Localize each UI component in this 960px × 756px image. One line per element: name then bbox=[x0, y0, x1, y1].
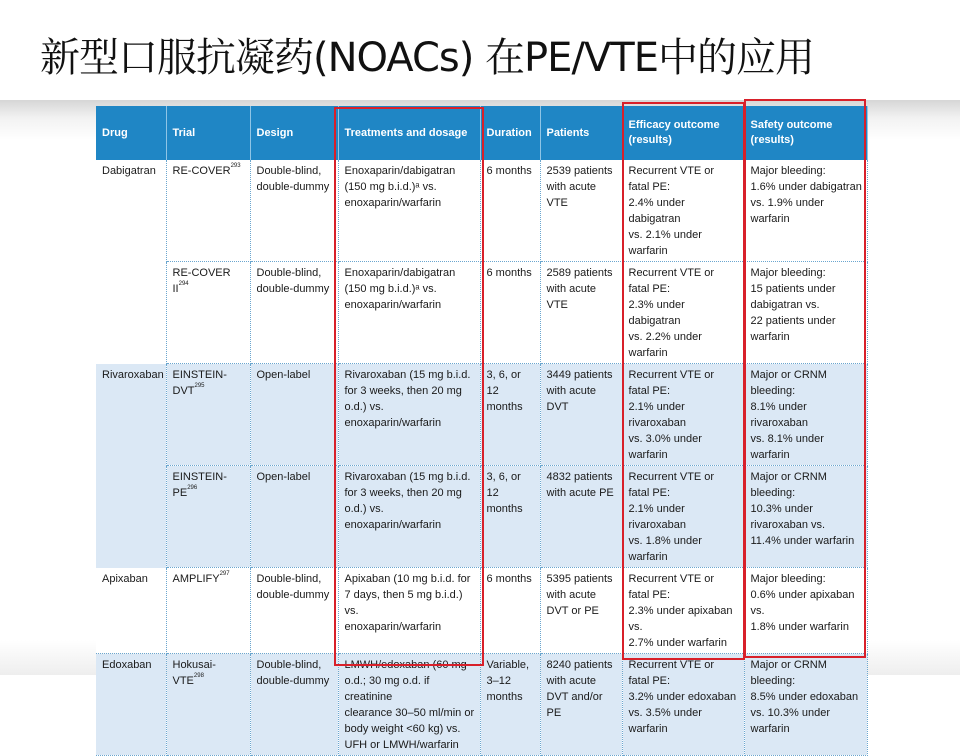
slide-title: 新型口服抗凝药(NOACs) 在PE/VTE中的应用 bbox=[40, 35, 814, 81]
duration-cell: 3, 6, or 12 months bbox=[480, 466, 540, 568]
design-cell: Double-blind, double-dummy bbox=[250, 654, 338, 756]
duration-cell: 3, 6, or 12 months bbox=[480, 364, 540, 466]
drug-cell: Apixaban bbox=[96, 568, 166, 654]
treatment-cell: Enoxaparin/dabigatran (150 mg b.i.d.)ᵃ vs. enoxaparin/warfarin bbox=[338, 262, 480, 364]
safety-cell: Major bleeding: 0.6% under apixaban vs. 1.8% under warfarin bbox=[744, 568, 867, 654]
safety-highlight-box bbox=[744, 99, 866, 658]
duration-cell: 6 months bbox=[480, 262, 540, 364]
header-efficacy: Efficacy outcome (results) bbox=[622, 106, 744, 160]
efficacy-cell: Recurrent VTE or fatal PE: 2.1% under rivaroxaban vs. 1.8% under warfarin bbox=[622, 466, 744, 568]
trial-reference: 294 bbox=[178, 281, 189, 287]
patients-cell: 5395 patients with acute DVT or PE bbox=[540, 568, 622, 654]
trial-name: RE-COVER II bbox=[172, 267, 231, 295]
patients-cell: 3449 patients with acute DVT bbox=[540, 364, 622, 466]
trial-name: AMPLIFY bbox=[172, 573, 220, 585]
treatment-cell: Rivaroxaban (15 mg b.i.d. for 3 weeks, then 20 mg o.d.) vs. enoxaparin/warfarin bbox=[338, 364, 480, 466]
trial-name: Hokusai-VTE bbox=[172, 659, 216, 687]
trial-reference: 296 bbox=[187, 485, 198, 491]
treatment-cell: LMWH/edoxaban (60 mg o.d.; 30 mg o.d. if creatinine clearance 30–50 ml/min or body weight <60 kg) vs. UFH or LMWH/warfarin bbox=[338, 654, 480, 756]
drug-cell: Rivaroxaban bbox=[96, 364, 166, 466]
table-row bbox=[96, 654, 867, 756]
header-safety: Safety outcome (results) bbox=[744, 106, 867, 160]
safety-cell: Major or CRNM bleeding: 8.5% under edoxaban vs. 10.3% under warfarin bbox=[744, 654, 867, 756]
trial-name: EINSTEIN- DVT bbox=[172, 369, 227, 397]
header-duration: Duration bbox=[480, 106, 540, 160]
drug-cell bbox=[96, 262, 166, 364]
drug-cell: Edoxaban bbox=[96, 654, 166, 756]
patients-cell: 8240 patients with acute DVT and/or PE bbox=[540, 654, 622, 756]
header-design: Design bbox=[250, 106, 338, 160]
header-patients: Patients bbox=[540, 106, 622, 160]
design-cell: Double-blind, double-dummy bbox=[250, 568, 338, 654]
trial-cell bbox=[166, 466, 250, 568]
trial-cell bbox=[166, 364, 250, 466]
efficacy-cell: Recurrent VTE or fatal PE: 2.3% under apixaban vs. 2.7% under warfarin bbox=[622, 568, 744, 654]
efficacy-cell: Recurrent VTE or fatal PE: 2.3% under dabigatran vs. 2.2% under warfarin bbox=[622, 262, 744, 364]
treatment-cell: Rivaroxaban (15 mg b.i.d. for 3 weeks, then 20 mg o.d.) vs. enoxaparin/warfarin bbox=[338, 466, 480, 568]
trial-cell bbox=[166, 654, 250, 756]
efficacy-cell: Recurrent VTE or fatal PE: 3.2% under edoxaban vs. 3.5% under warfarin bbox=[622, 654, 744, 756]
duration-cell: 6 months bbox=[480, 160, 540, 262]
drug-cell bbox=[96, 466, 166, 568]
safety-cell: Major bleeding: 15 patients under dabigatran vs. 22 patients under warfarin bbox=[744, 262, 867, 364]
trial-reference: 298 bbox=[193, 673, 204, 679]
trial-cell bbox=[166, 160, 250, 262]
duration-cell: Variable, 3–12 months bbox=[480, 654, 540, 756]
design-cell: Double-blind, double-dummy bbox=[250, 160, 338, 262]
header-trial: Trial bbox=[166, 106, 250, 160]
design-cell: Open-label bbox=[250, 466, 338, 568]
safety-cell: Major bleeding: 1.6% under dabigatran vs. 1.9% under warfarin bbox=[744, 160, 867, 262]
safety-cell: Major or CRNM bleeding: 8.1% under rivaroxaban vs. 8.1% under warfarin bbox=[744, 364, 867, 466]
treatment-highlight-box bbox=[334, 107, 484, 666]
efficacy-cell: Recurrent VTE or fatal PE: 2.1% under rivaroxaban vs. 3.0% under warfarin bbox=[622, 364, 744, 466]
treatment-cell: Apixaban (10 mg b.i.d. for 7 days, then 5 mg b.i.d.) vs. enoxaparin/warfarin bbox=[338, 568, 480, 654]
trial-cell bbox=[166, 568, 250, 654]
trial-cell bbox=[166, 262, 250, 364]
header-treatment: Treatments and dosage bbox=[338, 106, 480, 160]
trial-reference: 295 bbox=[194, 383, 205, 389]
duration-cell: 6 months bbox=[480, 568, 540, 654]
safety-cell: Major or CRNM bleeding: 10.3% under rivaroxaban vs. 11.4% under warfarin bbox=[744, 466, 867, 568]
trial-reference: 293 bbox=[230, 163, 241, 169]
trial-reference: 297 bbox=[219, 571, 230, 577]
treatment-cell: Enoxaparin/dabigatran (150 mg b.i.d.)ᵃ vs. enoxaparin/warfarin bbox=[338, 160, 480, 262]
drug-cell: Dabigatran bbox=[96, 160, 166, 262]
design-cell: Open-label bbox=[250, 364, 338, 466]
trial-name: RE-COVER bbox=[172, 165, 231, 177]
trial-name: EINSTEIN-PE bbox=[172, 471, 227, 499]
patients-cell: 2589 patients with acute VTE bbox=[540, 262, 622, 364]
efficacy-highlight-box bbox=[622, 102, 745, 660]
header-drug: Drug bbox=[96, 106, 166, 160]
design-cell: Double-blind, double-dummy bbox=[250, 262, 338, 364]
efficacy-cell: Recurrent VTE or fatal PE: 2.4% under dabigatran vs. 2.1% under warfarin bbox=[622, 160, 744, 262]
patients-cell: 4832 patients with acute PE bbox=[540, 466, 622, 568]
patients-cell: 2539 patients with acute VTE bbox=[540, 160, 622, 262]
